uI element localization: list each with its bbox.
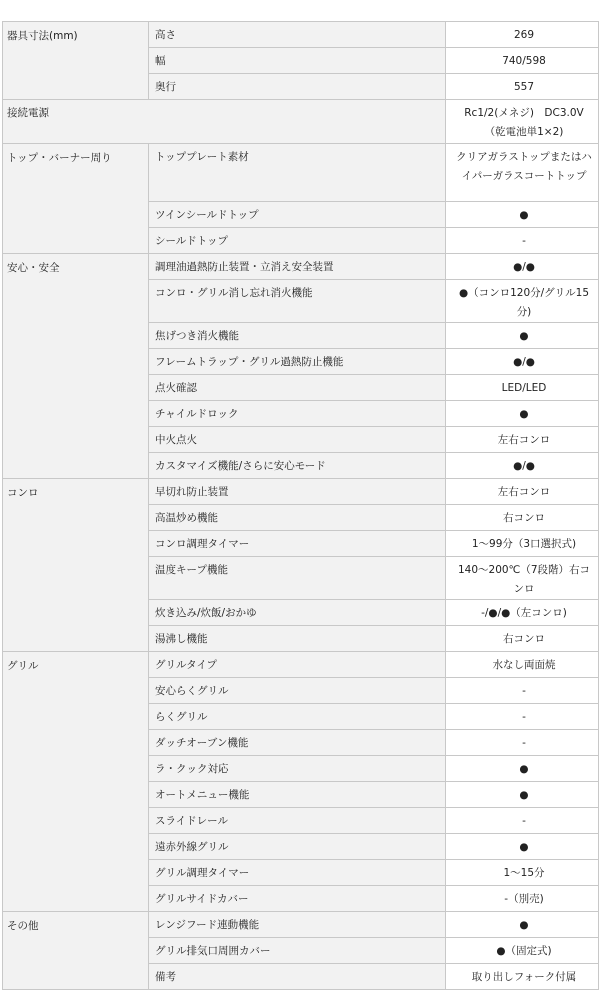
category-top-burner: トップ・バーナー周り	[3, 144, 149, 254]
table-row	[3, 22, 599, 48]
item-value: LED/LED	[446, 375, 599, 401]
category-grill: グリル	[3, 652, 149, 912]
item-value: ●	[446, 323, 599, 349]
item-value: 左右コンロ	[446, 427, 599, 453]
item-label: オートメニュー機能	[149, 782, 446, 808]
item-value: 140〜200℃（7段階）右コンロ	[446, 557, 599, 600]
item-value: ●	[446, 912, 599, 938]
item-label: グリル調理タイマー	[149, 860, 446, 886]
item-value: 取り出しフォーク付属	[446, 964, 599, 990]
item-label: 幅	[149, 48, 446, 74]
item-value: ●	[446, 782, 599, 808]
item-label: 遠赤外線グリル	[149, 834, 446, 860]
item-value: ●（固定式)	[446, 938, 599, 964]
item-value: ●	[446, 202, 599, 228]
item-label: コンロ調理タイマー	[149, 531, 446, 557]
item-value: -	[446, 704, 599, 730]
item-value: ●/●	[446, 453, 599, 479]
category-power: 接続電源	[3, 100, 446, 144]
item-label: ダッチオーブン機能	[149, 730, 446, 756]
category-other: その他	[3, 912, 149, 990]
spec-table	[2, 21, 599, 990]
item-value: Rc1/2(メネジ) DC3.0V（乾電池単1×2)	[446, 100, 599, 144]
item-value: ●	[446, 756, 599, 782]
table-row	[3, 144, 599, 202]
table-row	[3, 912, 599, 938]
item-label: 点火確認	[149, 375, 446, 401]
item-label: 高温炒め機能	[149, 505, 446, 531]
item-label: ツインシールドトップ	[149, 202, 446, 228]
item-label: コンロ・グリル消し忘れ消火機能	[149, 280, 446, 323]
table-row	[3, 652, 599, 678]
category-stove: コンロ	[3, 479, 149, 652]
item-value: クリアガラストップまたはハイパーガラスコートトップ	[446, 144, 599, 202]
item-label: 湯沸し機能	[149, 626, 446, 652]
item-value: 269	[446, 22, 599, 48]
item-label: グリルサイドカバー	[149, 886, 446, 912]
item-label: 高さ	[149, 22, 446, 48]
item-label: スライドレール	[149, 808, 446, 834]
item-value: ●	[446, 834, 599, 860]
item-label: グリルタイプ	[149, 652, 446, 678]
item-label: トッププレート素材	[149, 144, 446, 202]
table-row	[3, 100, 599, 144]
item-label: 焦げつき消火機能	[149, 323, 446, 349]
table-row	[3, 254, 599, 280]
item-value: 740/598	[446, 48, 599, 74]
item-label: フレームトラップ・グリル過熱防止機能	[149, 349, 446, 375]
item-value: -	[446, 808, 599, 834]
item-label: 備考	[149, 964, 446, 990]
item-label: 炊き込み/炊飯/おかゆ	[149, 600, 446, 626]
item-label: シールドトップ	[149, 228, 446, 254]
category-safety: 安心・安全	[3, 254, 149, 479]
item-label: 安心らくグリル	[149, 678, 446, 704]
item-value: -	[446, 730, 599, 756]
item-label: グリル排気口周囲カバー	[149, 938, 446, 964]
item-value: -	[446, 678, 599, 704]
item-value: -/●/●（左コンロ)	[446, 600, 599, 626]
item-label: 調理油過熱防止装置・立消え安全装置	[149, 254, 446, 280]
item-label: 早切れ防止装置	[149, 479, 446, 505]
item-value: 右コンロ	[446, 626, 599, 652]
item-value: ●/●	[446, 349, 599, 375]
item-value: -	[446, 228, 599, 254]
item-value: 1〜15分	[446, 860, 599, 886]
item-value: 左右コンロ	[446, 479, 599, 505]
item-label: 奥行	[149, 74, 446, 100]
item-label: 温度キープ機能	[149, 557, 446, 600]
item-label: 中火点火	[149, 427, 446, 453]
item-label: ラ・クック対応	[149, 756, 446, 782]
item-value: ●	[446, 401, 599, 427]
item-value: ●（コンロ120分/グリル15分)	[446, 280, 599, 323]
item-label: らくグリル	[149, 704, 446, 730]
item-label: レンジフード連動機能	[149, 912, 446, 938]
category-dimensions: 器具寸法(mm)	[3, 22, 149, 100]
table-row	[3, 479, 599, 505]
item-value: 水なし両面焼	[446, 652, 599, 678]
item-value: 557	[446, 74, 599, 100]
item-value: ●/●	[446, 254, 599, 280]
item-value: 1〜99分（3口選択式)	[446, 531, 599, 557]
item-label: チャイルドロック	[149, 401, 446, 427]
item-value: 右コンロ	[446, 505, 599, 531]
item-value: -（別売)	[446, 886, 599, 912]
item-label: カスタマイズ機能/さらに安心モード	[149, 453, 446, 479]
